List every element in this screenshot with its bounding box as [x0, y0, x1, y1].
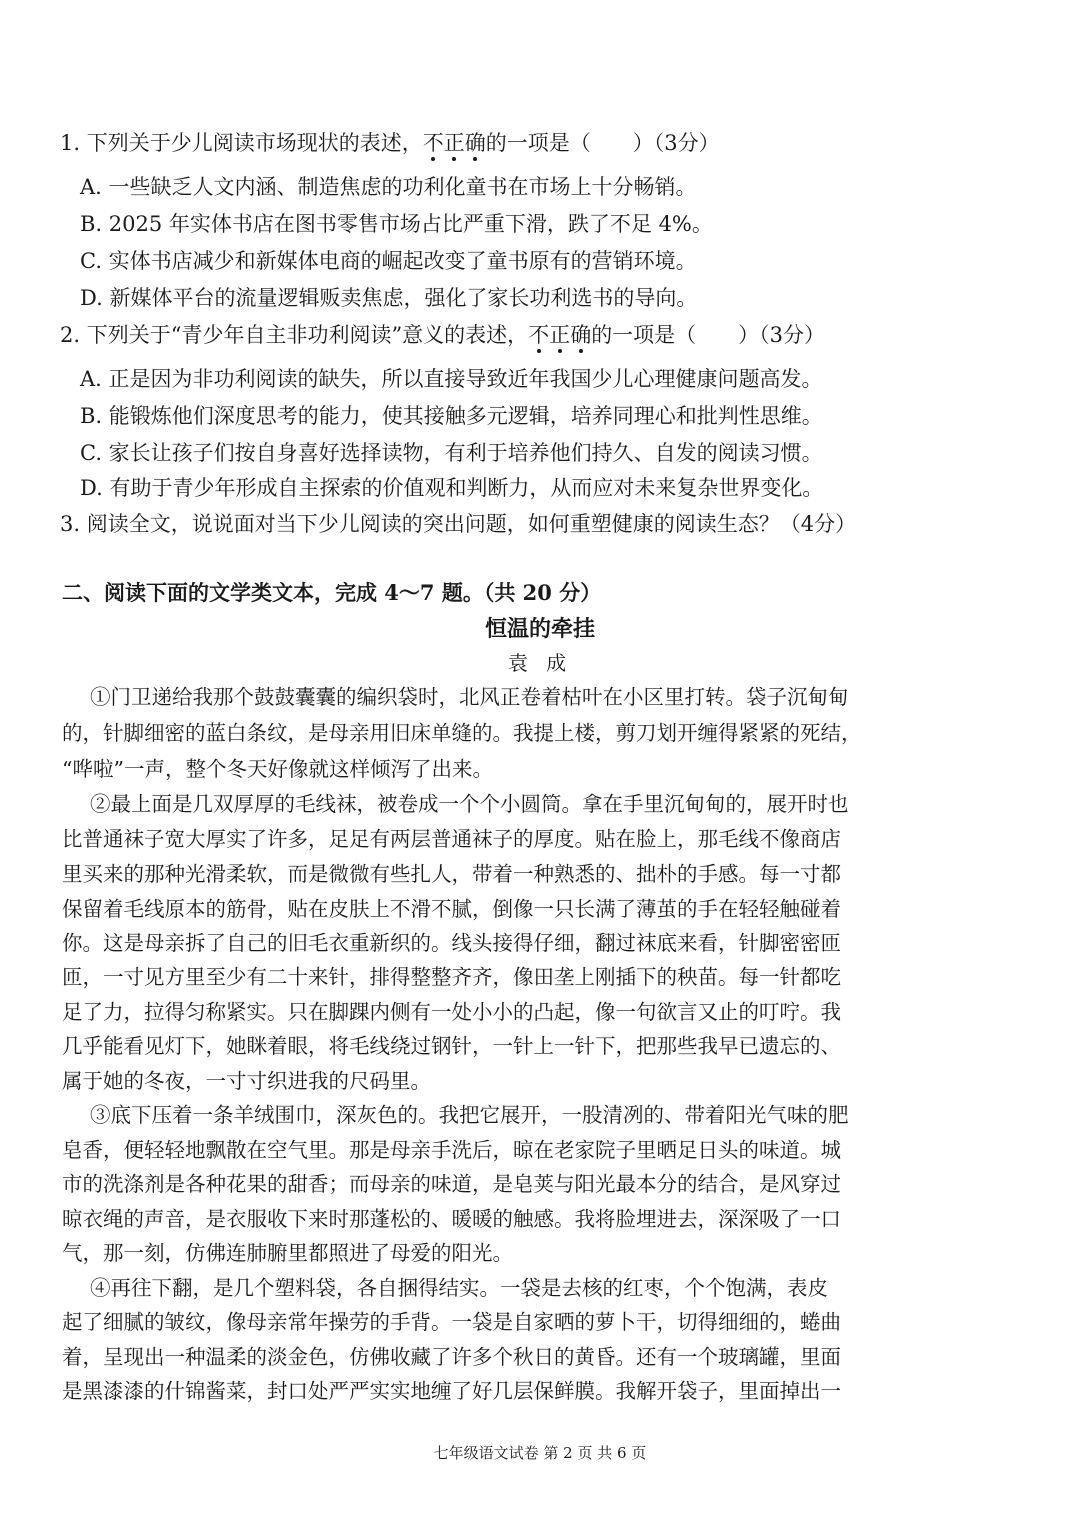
q1-option-d: D. 新媒体平台的流量逻辑贩卖焦虑，强化了家长功利选书的导向。	[80, 286, 698, 310]
paragraph-line: 匝，一寸见方里至少有二十来针，排得整整齐齐，像田垄上刚插下的秧苗。每一针都吃	[62, 965, 841, 989]
paragraph-line: 几乎能看见灯下，她眯着眼，将毛线绕过钢针，一针上一针下，把那些我早已遗忘的、	[62, 1034, 841, 1058]
article-title: 恒温的牵挂	[484, 616, 595, 642]
q1-option-b: B. 2025 年实体书店在图书零售市场占比严重下滑，跌了不足 4%。	[80, 212, 713, 236]
paragraph-line: ③底下压着一条羊绒围巾，深灰色的。我把它展开，一股清冽的、带着阳光气味的肥	[90, 1103, 849, 1127]
paragraph-line: ①门卫递给我那个鼓鼓囊囊的编织袋时，北风正卷着枯叶在小区里打转。袋子沉甸甸	[90, 685, 849, 709]
paragraph-line: 保留着毛线原本的筋骨，贴在皮肤上不滑不腻，倒像一只长满了薄茧的手在轻轻触碰着	[62, 897, 841, 921]
question-3: 3. 阅读全文，说说面对当下少儿阅读的突出问题，如何重塑健康的阅读生态？（4分）	[60, 512, 857, 536]
paragraph-line: 比普通袜子宽大厚实了许多，足足有两层普通袜子的厚度。贴在脸上，那毛线不像商店	[62, 827, 841, 851]
q2-option-b: B. 能锻炼他们深度思考的能力，使其接触多元逻辑，培养同理心和批判性思维。	[80, 404, 823, 428]
paragraph-line: 你。这是母亲拆了自己的旧毛衣重新织的。线头接得仔细，翻过袜底来看，针脚密密匝	[62, 931, 841, 955]
paragraph-line: 起了细腻的皱纹，像母亲常年操劳的手背。一袋是自家晒的萝卜干，切得细细的，蜷曲	[62, 1310, 841, 1334]
paragraph-line: “哗啦”一声，整个冬天好像就这样倾泻了出来。	[62, 757, 493, 781]
paragraph-line: 的，针脚细密的蓝白条纹，是母亲用旧床单缝的。我提上楼，剪刀划开缠得紧紧的死结，	[62, 721, 862, 745]
emphasis-char: 确	[465, 131, 486, 155]
emphasis-char: 正	[444, 131, 465, 155]
paragraph-line: 着，呈现出一种温柔的淡金色，仿佛收藏了许多个秋日的黄昏。还有一个玻璃罐，里面	[62, 1345, 841, 1369]
emphasis-char: 不	[528, 323, 549, 347]
q1-option-c: C. 实体书店减少和新媒体电商的崛起改变了童书原有的营销环境。	[80, 249, 697, 273]
section-heading: 二、阅读下面的文学类文本，完成 4～7 题。（共 20 分）	[62, 580, 602, 605]
paragraph-line: 属于她的冬夜，一寸寸织进我的尺码里。	[62, 1069, 431, 1093]
emphasis-char: 正	[549, 323, 570, 347]
q2-option-c: C. 家长让孩子们按自身喜好选择读物，有利于培养他们持久、自发的阅读习惯。	[80, 441, 823, 465]
emphasis-char: 不	[423, 131, 444, 155]
emphasis-char: 确	[570, 323, 591, 347]
paragraph-line: ②最上面是几双厚厚的毛线袜，被卷成一个个小圆筒。拿在手里沉甸甸的，展开时也	[90, 792, 849, 816]
q1-option-a: A. 一些缺乏人文内涵、制造焦虑的功利化童书在市场上十分畅销。	[80, 175, 697, 199]
question-2-stem: 2. 下列关于“青少年自主非功利阅读”意义的表述，不 正 确 的一项是（ ）（3分）	[60, 320, 825, 350]
paragraph-line: 是黑漆漆的什锦酱菜，封口处严严实实地缠了好几层保鲜膜。我解开袋子，里面掉出一	[62, 1379, 841, 1403]
paragraph-line: ④再往下翻，是几个塑料袋，各自捆得结实。一袋是去核的红枣，个个饱满，表皮	[90, 1276, 828, 1300]
paragraph-line: 足了力，拉得匀称紧实。只在脚踝内侧有一处小小的凸起，像一句欲言又止的叮咛。我	[62, 1000, 841, 1024]
paragraph-line: 晾衣绳的声音，是衣服收下来时那蓬松的、暖暖的触感。我将脸埋进去，深深吸了一口	[62, 1207, 841, 1231]
q2-option-d: D. 有助于青少年形成自主探索的价值观和判断力，从而应对未来复杂世界变化。	[80, 476, 824, 500]
paragraph-line: 市的洗涤剂是各种花果的甜香；而母亲的味道，是皂荚与阳光最本分的结合，是风穿过	[62, 1172, 841, 1196]
paragraph-line: 皂香，便轻轻地飘散在空气里。那是母亲手洗后，晾在老家院子里晒足日头的味道。城	[62, 1138, 841, 1162]
question-1-stem: 1. 下列关于少儿阅读市场现状的表述，不 正 确 的一项是（ ）（3分）	[60, 128, 720, 158]
article-author: 袁 成	[507, 651, 573, 675]
page-footer: 七年级语文试卷 第 2 页 共 6 页	[433, 1444, 647, 1462]
paragraph-line: 气，那一刻，仿佛连肺腑里都照进了母爱的阳光。	[62, 1241, 513, 1265]
q2-option-a: A. 正是因为非功利阅读的缺失，所以直接导致近年我国少儿心理健康问题高发。	[80, 367, 823, 391]
paragraph-line: 里买来的那种光滑柔软，而是微微有些扎人，带着一种熟悉的、拙朴的手感。每一寸都	[62, 862, 841, 886]
